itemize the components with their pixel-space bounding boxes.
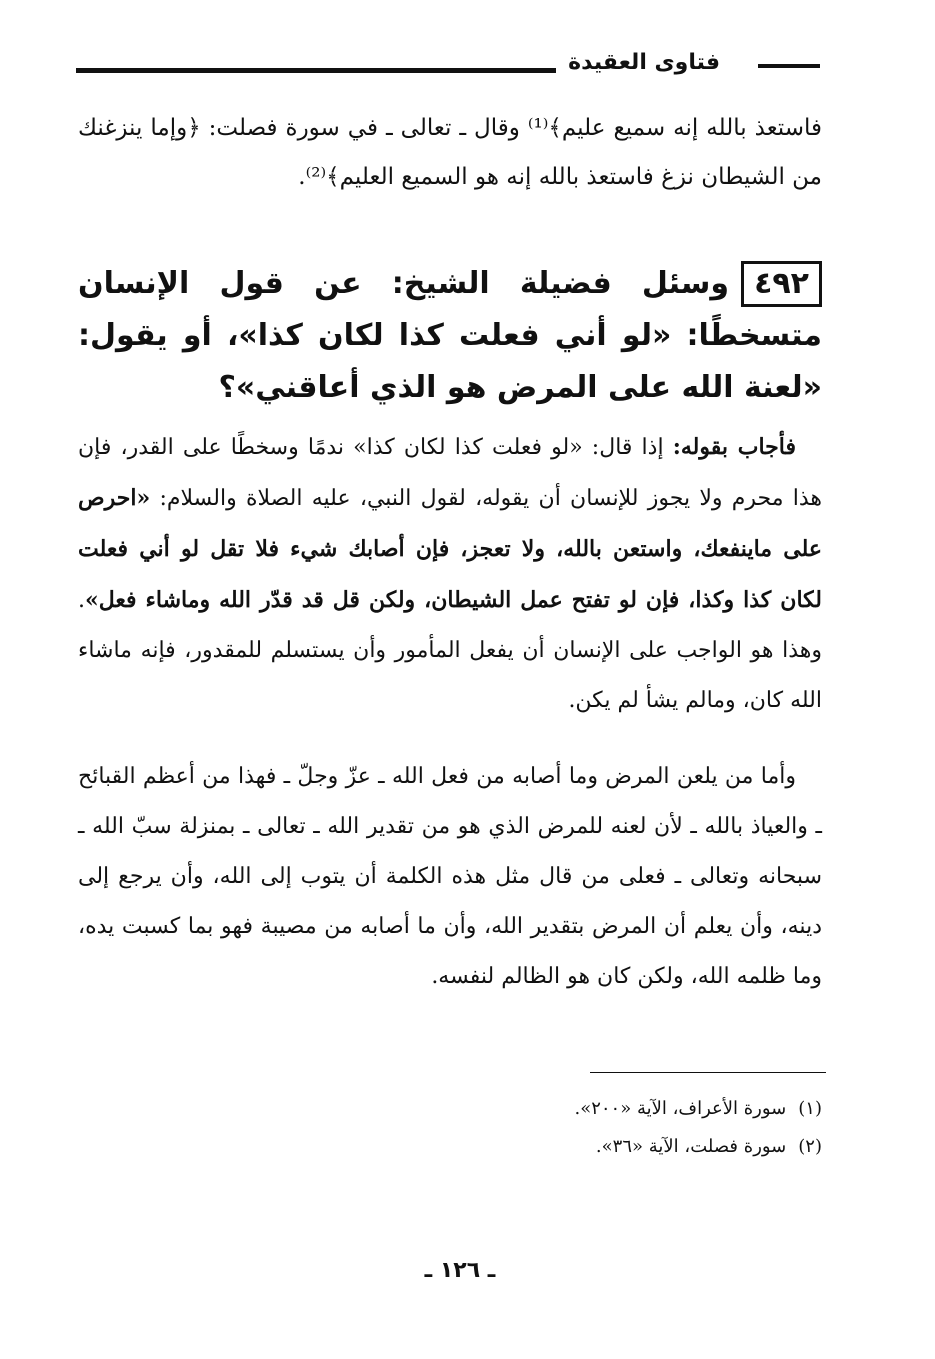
footnotes xyxy=(400,1090,822,1166)
answer-paragraph xyxy=(78,422,822,726)
running-title: فتاوى العقيدة xyxy=(568,50,720,75)
running-header xyxy=(76,48,820,82)
footnote-divider xyxy=(590,1072,826,1073)
page-number: ـ ١٢٦ ـ xyxy=(424,1258,496,1283)
paragraph-top: فاستعذ بالله إنه سميع عليم﴾⁽¹⁾ وقال ـ تعالى ـ في سورة فصلت: ﴿وإما ينزغنك من الشيطان نزغ فاستعذ بالله إنه هو السميع العليم﴾⁽²⁾. xyxy=(78,115,823,190)
footnote-number: (١) xyxy=(798,1098,822,1119)
footnote-item xyxy=(400,1090,822,1128)
answer-text-part2: . وهذا هو الواجب على الإنسان أن يفعل المأمور وأن يستسلم للمقدور، فإنه ماشاء الله كان، ومالم يشأ لم يكن. xyxy=(78,588,822,713)
question-number-box: ٤٩٢ xyxy=(741,261,822,307)
paragraph-second: وأما من يلعن المرض وما أصابه من فعل الله ـ عزّ وجلّ ـ فهذا من أعظم القبائح ـ والعياذ بالله ـ لأن لعنه للمرض الذي هو من تقدير الله ـ تعالى ـ بمنزلة سبّ الله ـ سبحانه وتعالى ـ فعلى من قال مثل هذه الكلمة أن يتوب إلى الله، وأن يرجع إلى دينه، وأن يعلم أن المرض بتقدير الله، وأن ما أصابه من مصيبة فهو بما كسبت يده، وما ظلمه الله، ولكن كان هو الظالم لنفسه. xyxy=(78,764,823,989)
hadith-quote: «احرص على ماينفعك، واستعن بالله، ولا تعجز، فإن أصابك شيء فلا تقل لو أني فعلت لكان كذا وكذا، فإن لو تفتح عمل الشيطان، ولكن قل قد قدّر الله وماشاء فعل» xyxy=(78,485,822,613)
answer-text-part1: إذا قال: «لو فعلت كذا لكان كذا» ندمًا وسخطًا على القدر، فإن هذا محرم ولا يجوز للإنسان أن يقوله، لقول النبي، عليه الصلاة والسلام: xyxy=(78,435,823,511)
header-rule-long xyxy=(76,68,556,73)
footnote-text: سورة الأعراف، الآية «٢٠٠». xyxy=(574,1098,787,1119)
question-text: وسئل فضيلة الشيخ: عن قول الإنسان متسخطًا: «لو أني فعلت كذا لكان كذا»، أو يقول: «لعنة الله على المرض هو الذي أعاقني»؟ xyxy=(78,266,822,405)
answer-lead: فأجاب بقوله: xyxy=(672,434,796,460)
footnote-text: سورة فصلت، الآية «٣٦». xyxy=(595,1136,787,1157)
footnote-number: (٢) xyxy=(798,1136,822,1157)
footnote-item xyxy=(400,1128,822,1166)
header-rule-short xyxy=(758,64,820,68)
question-block xyxy=(78,258,822,414)
